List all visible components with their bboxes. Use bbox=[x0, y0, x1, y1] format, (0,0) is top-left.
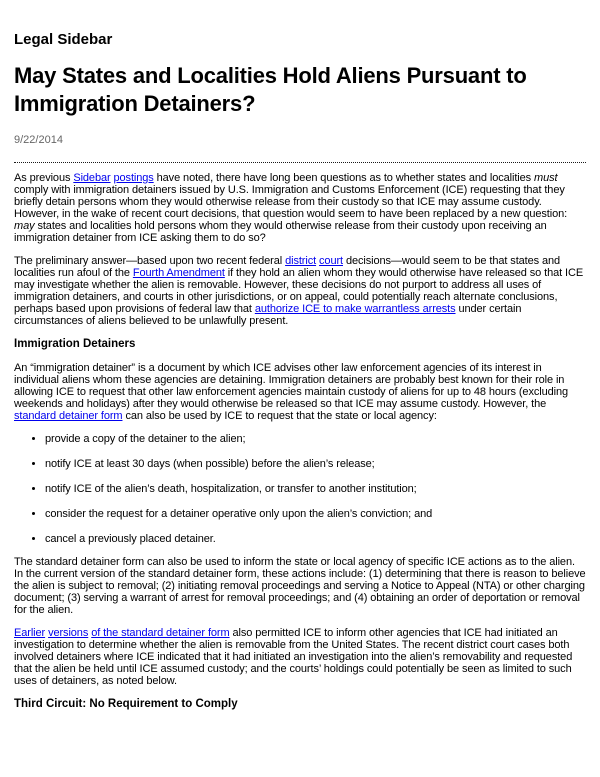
text-link[interactable]: authorize ICE to make warrantless arrests bbox=[254, 303, 456, 315]
section-heading-third-circuit: Third Circuit: No Requirement to Comply bbox=[14, 698, 238, 710]
list-item: • consider the request for a detainer operative only upon the alien’s conviction; and bbox=[45, 508, 586, 520]
text-link[interactable]: court bbox=[319, 255, 343, 267]
text-run: The preliminary answer—based upon two recent federal bbox=[14, 255, 286, 267]
text-run: can also be used by ICE to request that the state or local agency: bbox=[122, 410, 437, 422]
text-run: have noted, there have long been questions as to whether states and localities bbox=[153, 172, 535, 184]
text-link[interactable]: district bbox=[285, 255, 317, 267]
list-item: • notify ICE at least 30 days (when possible) before the alien’s release; bbox=[45, 458, 586, 470]
text-run: if they hold an alien whom they would otherwise have released so that ICE may investigate whether the alien is removable. However, these decisions do not purport to address all uses of immigration detainers, and courts in other jurisdictions, or on appeal, could potentially reach alternate conclusions, perhaps based upon provisions of federal law that bbox=[14, 267, 584, 315]
list-item: • provide a copy of the detainer to the alien; bbox=[45, 433, 586, 445]
text-link[interactable]: postings bbox=[113, 172, 154, 184]
detainer-request-list bbox=[14, 433, 586, 545]
publication-date: 9/22/2014 bbox=[14, 134, 63, 146]
text-run: under certain circumstances of aliens believed to be unlawfully present. bbox=[14, 303, 522, 327]
detainer-definition-paragraph bbox=[14, 362, 586, 422]
intro-paragraph bbox=[14, 172, 586, 244]
text-run: also permitted ICE to inform other agencies that ICE had initiated an investigation to determine whether the alien is removable from the United States. The recent district court cases both involved detainers where ICE indicated that it had initiated an investigation into the alien’s removability and requested that the alien be held until ICE assumed custody; and the courts’ holdings could potentially be seen as limited to such uses of detainers, as noted below. bbox=[14, 627, 573, 687]
text-run: An “immigration detainer” is a document by which ICE advises other law enforcement agencies of its interest in individual aliens whom these agencies are detaining. Immigration detainers are probably best known for their role in allowing ICE to request that other law enforcement agencies maintain custody of aliens for up to 48 hours (excluding weekends and holidays) after they would otherwise be released so that ICE may assume custody. However, the bbox=[14, 362, 568, 410]
document-type-label: Legal Sidebar bbox=[14, 31, 113, 48]
text-run: As previous bbox=[14, 172, 74, 184]
page-title: May States and Localities Hold Aliens Pursuant to Immigration Detainers? bbox=[14, 63, 527, 116]
text-link[interactable]: versions bbox=[48, 627, 89, 639]
text-link[interactable]: standard detainer form bbox=[14, 410, 123, 422]
preliminary-answer-paragraph bbox=[14, 255, 586, 327]
standard-form-actions-paragraph bbox=[14, 556, 586, 616]
article-body bbox=[14, 172, 586, 711]
text-link[interactable]: Sidebar bbox=[73, 172, 111, 184]
emphasis-text: may bbox=[14, 220, 35, 232]
list-item: • cancel a previously placed detainer. bbox=[45, 533, 586, 545]
text-link[interactable]: Fourth Amendment bbox=[132, 267, 225, 279]
text-run: comply with immigration detainers issued by U.S. Immigration and Customs Enforcement (ICE) requesting that they briefly detain persons whom they would otherwise release from their custody so that ICE may assume custody. However, in the wake of recent court decisions, that question would seem to have been replaced by a new question: bbox=[14, 184, 568, 220]
text-run: decisions—would seem to be that states and localities run afoul of the bbox=[14, 255, 561, 279]
emphasis-text: must bbox=[534, 172, 558, 184]
dotted-divider bbox=[14, 162, 586, 163]
list-item: • notify ICE of the alien’s death, hospitalization, or transfer to another institution; bbox=[45, 483, 586, 495]
text-link[interactable]: Earlier bbox=[14, 627, 46, 639]
text-run: states and localities hold persons whom they would otherwise release from their custody upon receiving an immigration detainer from ICE asking them to do so? bbox=[14, 220, 547, 244]
section-heading-immigration-detainers: Immigration Detainers bbox=[14, 338, 136, 350]
earlier-versions-paragraph bbox=[14, 627, 586, 687]
text-run: The standard detainer form can also be used to inform the state or local agency of specific ICE actions as to the alien. In the current version of the standard detainer form, these actions include: (1) determining that there is reason to believe the alien is subject to removal; (2) initiating removal proceedings and serving a Notice to Appeal (NTA) or other charging document; (3) serving a warrant of arrest for removal proceedings; and (4) obtaining an order of deportation or removal for the alien. bbox=[14, 556, 586, 616]
text-link[interactable]: of the standard detainer form bbox=[91, 627, 230, 639]
